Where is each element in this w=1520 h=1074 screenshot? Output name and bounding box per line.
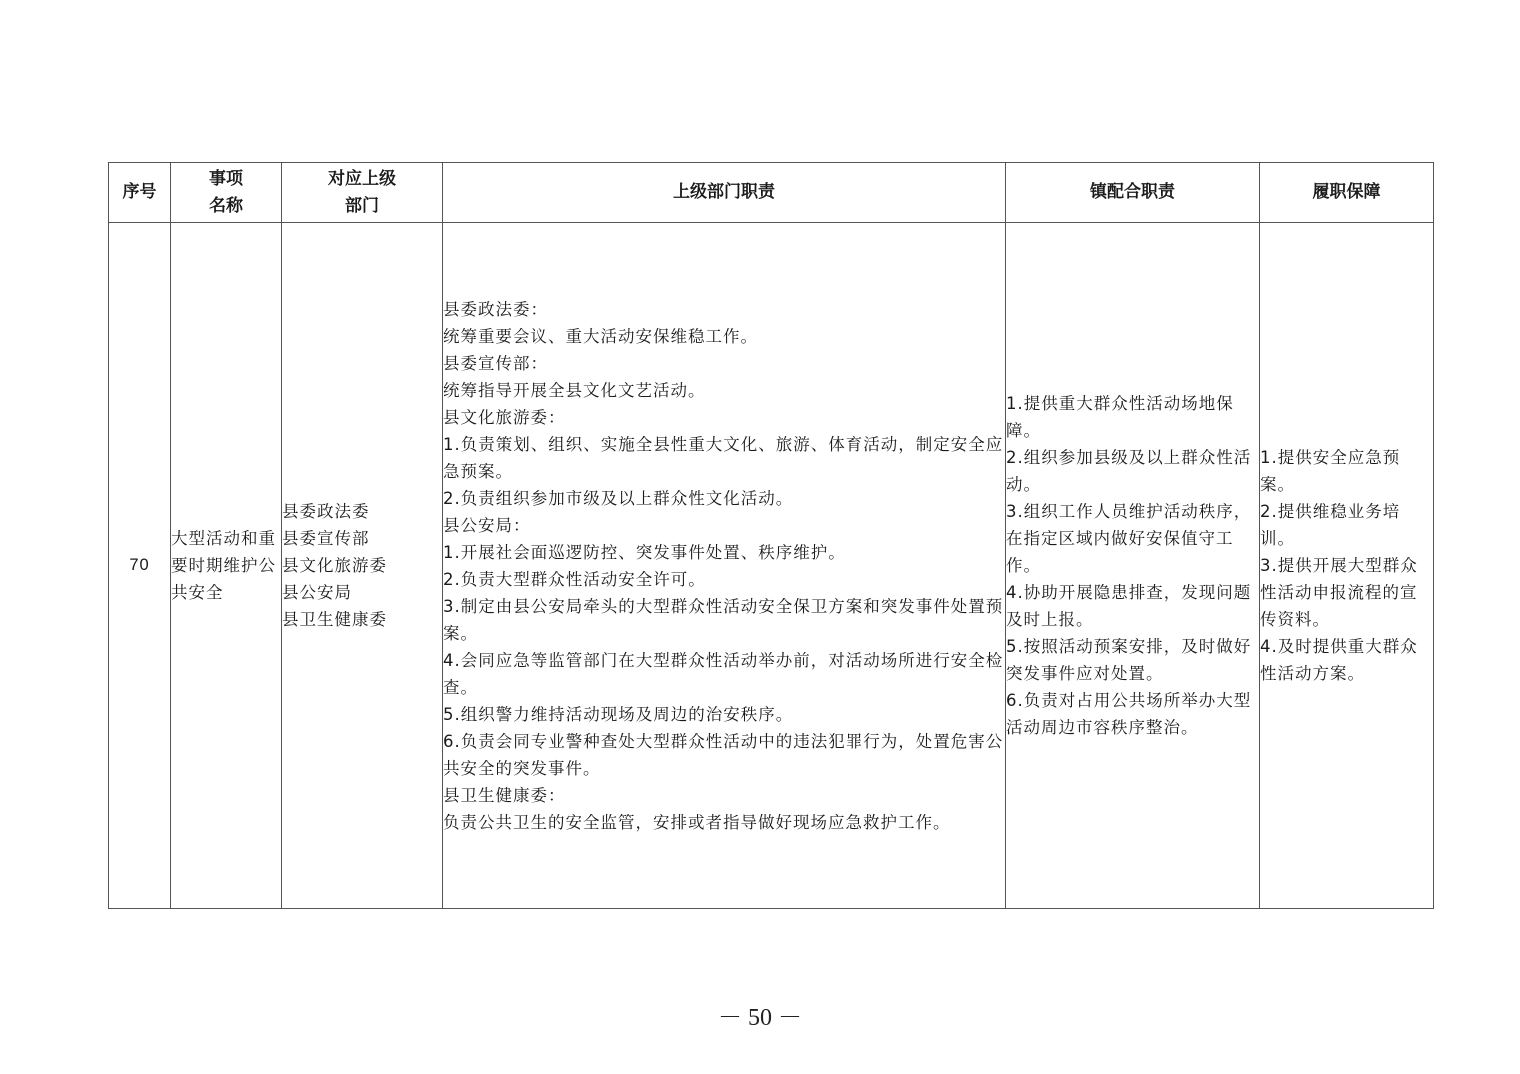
header-item-name: 事项 名称	[171, 163, 282, 223]
duty-line: 6.负责会同专业警种查处大型群众性活动中的违法犯罪行为，处置危害公共安全的突发事件。	[443, 731, 1004, 778]
header-guarantee: 履职保障	[1260, 163, 1434, 223]
duty-line: 2.负责大型群众性活动安全许可。	[443, 569, 706, 589]
table-row	[109, 223, 1434, 909]
guarantee-line: 3.提供开展大型群众性活动申报流程的宣传资料。	[1260, 556, 1418, 629]
duty-line: 统筹重要会议、重大活动安保维稳工作。	[443, 326, 758, 346]
coop-line: 1.提供重大群众性活动场地保障。	[1006, 394, 1234, 440]
dept-line: 县文化旅游委	[282, 556, 387, 575]
duty-line: 1.负责策划、组织、实施全县性重大文化、旅游、体育活动，制定安全应急预案。	[443, 434, 1004, 481]
header-superior-duty: 上级部门职责	[443, 163, 1006, 223]
header-no: 序号	[109, 163, 171, 223]
header-superior-dept: 对应上级 部门	[282, 163, 443, 223]
duty-line: 统筹指导开展全县文化文艺活动。	[443, 380, 706, 400]
duty-line: 负责公共卫生的安全监管，安排或者指导做好现场应急救护工作。	[443, 812, 951, 832]
guarantee-line: 2.提供维稳业务培训。	[1260, 502, 1401, 548]
coop-line: 2.组织参加县级及以上群众性活动。	[1006, 448, 1252, 494]
guarantee-line: 4.及时提供重大群众性活动方案。	[1260, 637, 1418, 683]
cell-superior-duty	[443, 223, 1006, 909]
cell-guarantee	[1260, 223, 1434, 909]
dept-line: 县委政法委	[282, 502, 370, 521]
duty-line: 3.制定由县公安局牵头的大型群众性活动安全保卫方案和突发事件处置预案。	[443, 596, 1004, 643]
duty-line: 4.会同应急等监管部门在大型群众性活动举办前，对活动场所进行安全检查。	[443, 650, 1004, 697]
page-number: － 50 －	[718, 1005, 802, 1031]
guarantee-line: 1.提供安全应急预案。	[1260, 448, 1401, 494]
duty-line: 5.组织警力维持活动现场及周边的治安秩序。	[443, 704, 794, 724]
header-town-coop-duty: 镇配合职责	[1006, 163, 1260, 223]
duty-line: 县委政法委：	[443, 299, 548, 319]
coop-line: 5.按照活动预案安排，及时做好突发事件应对处置。	[1006, 637, 1252, 683]
cell-superior-dept	[282, 223, 443, 909]
dept-line: 县委宣传部	[282, 529, 370, 548]
duty-line: 1.开展社会面巡逻防控、突发事件处置、秩序维护。	[443, 542, 846, 562]
coop-line: 6.负责对占用公共场所举办大型活动周边市容秩序整治。	[1006, 691, 1252, 737]
duty-line: 2.负责组织参加市级及以上群众性文化活动。	[443, 488, 794, 508]
duty-line: 县卫生健康委：	[443, 785, 566, 805]
cell-town-coop-duty	[1006, 223, 1260, 909]
cell-item-name: 大型活动和重要时期维护公共安全	[171, 223, 282, 909]
coop-line: 3.组织工作人员维护活动秩序，在指定区域内做好安保值守工作。	[1006, 502, 1252, 575]
duty-line: 县文化旅游委：	[443, 407, 566, 427]
table-header-row	[109, 163, 1434, 223]
dept-line: 县公安局	[282, 583, 352, 602]
duty-line: 县公安局：	[443, 515, 531, 535]
coop-line: 4.协助开展隐患排查，发现问题及时上报。	[1006, 583, 1252, 629]
cell-no: 70	[109, 223, 171, 909]
duty-line: 县委宣传部：	[443, 353, 548, 373]
dept-line: 县卫生健康委	[282, 610, 387, 629]
duty-table	[108, 162, 1434, 909]
